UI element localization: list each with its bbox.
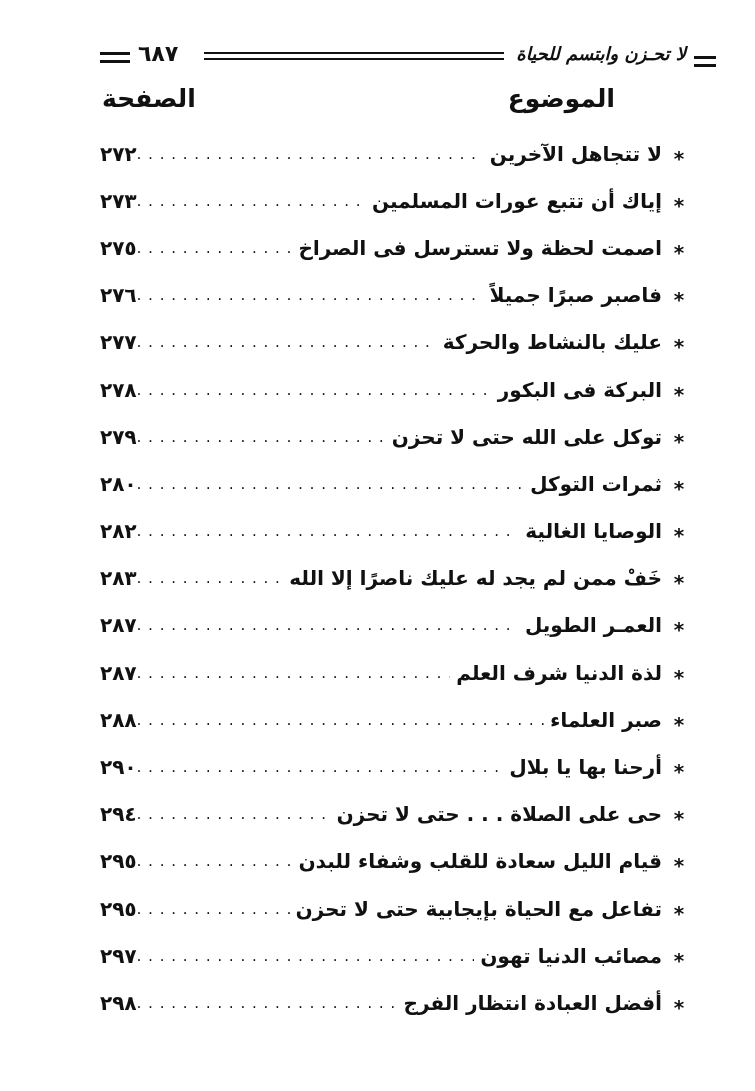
toc-entry-page: ٢٨٢: [100, 519, 137, 544]
dot-leader: [137, 994, 398, 1014]
book-title: لا تحـزن وابتسم للحياة: [516, 44, 686, 65]
toc-entry-page: ٢٨٧: [100, 613, 137, 638]
dot-leader: [137, 805, 331, 825]
bullet-asterisk: *: [673, 335, 685, 360]
toc-entry-title: العمـر الطويل: [524, 613, 662, 638]
bullet-asterisk: *: [673, 429, 685, 454]
dot-leader: [137, 711, 545, 731]
header-right-dash: [694, 56, 716, 59]
bullet-asterisk: *: [673, 146, 685, 171]
toc-entry-page: ٢٧٥: [100, 235, 137, 260]
toc-entry-title: خَفْ ممن لم يجد له عليك ناصرًا إلا الله: [289, 566, 662, 591]
dot-leader: [137, 286, 484, 306]
header-right-dash: [694, 64, 716, 67]
toc-entry-page: ٢٩٥: [100, 896, 137, 921]
toc-entry-title: صبر العلماء: [550, 707, 662, 732]
toc-entry: [100, 224, 690, 271]
dot-leader: [137, 758, 504, 778]
bullet-asterisk: *: [673, 760, 685, 785]
dot-leader: [137, 475, 525, 495]
dot-leader: [137, 852, 293, 872]
toc-entry-title: اصمت لحظة ولا تسترسل فى الصراخ: [298, 235, 662, 260]
toc-entry-page: ٢٧٩: [100, 424, 137, 449]
bullet-asterisk: *: [673, 901, 685, 926]
table-of-contents: [100, 130, 690, 1027]
toc-entry-title: تفاعل مع الحياة بإيجابية حتى لا تحزن: [295, 896, 662, 921]
toc-entry-title: ثمرات التوكل: [530, 471, 662, 496]
bullet-asterisk: *: [673, 618, 685, 643]
toc-entry-title: مصائب الدنيا تهون: [480, 943, 662, 968]
toc-entry: [100, 696, 690, 743]
toc-entry: [100, 508, 690, 555]
toc-entry-title: توكل على الله حتى لا تحزن: [391, 424, 662, 449]
toc-entry: [100, 130, 690, 177]
toc-entry-page: ٢٩٨: [100, 990, 137, 1015]
toc-entry-page: ٢٩٤: [100, 802, 137, 827]
toc-entry: [100, 885, 690, 932]
toc-entry: [100, 743, 690, 790]
dot-leader: [137, 522, 520, 542]
bullet-asterisk: *: [673, 240, 685, 265]
dot-leader: [137, 900, 290, 920]
toc-entry-title: الوصايا الغالية: [525, 519, 662, 544]
toc-entry: [100, 460, 690, 507]
dot-leader: [137, 145, 484, 165]
bullet-asterisk: *: [673, 807, 685, 832]
toc-entry-title: أفضل العبادة انتظار الفرج: [403, 990, 662, 1015]
bullet-asterisk: *: [673, 854, 685, 879]
toc-entry-title: لا تتجاهل الآخرين: [489, 141, 662, 166]
toc-entry-page: ٢٧٧: [100, 330, 137, 355]
bullet-asterisk: *: [673, 476, 685, 501]
bullet-asterisk: *: [673, 571, 685, 596]
toc-entry-title: قيام الليل سعادة للقلب وشفاء للبدن: [298, 849, 662, 874]
toc-entry-page: ٢٨٧: [100, 660, 137, 685]
toc-entry-page: ٢٨٣: [100, 566, 137, 591]
toc-entry: [100, 602, 690, 649]
toc-entry-page: ٢٧٣: [100, 188, 137, 213]
toc-entry-page: ٢٧٨: [100, 377, 137, 402]
toc-entry-title: أرحنا بها يا بلال: [509, 755, 662, 780]
toc-entry-title: عليك بالنشاط والحركة: [442, 330, 662, 355]
toc-entry: [100, 791, 690, 838]
toc-entry-page: ٢٩٥: [100, 849, 137, 874]
header-left-dash: [100, 52, 130, 55]
toc-entry: [100, 413, 690, 460]
bullet-asterisk: *: [673, 712, 685, 737]
toc-entry-page: ٢٩٠: [100, 755, 137, 780]
toc-entry-title: حى على الصلاة . . . حتى لا تحزن: [336, 802, 662, 827]
dot-leader: [137, 664, 451, 684]
toc-entry: [100, 177, 690, 224]
bullet-asterisk: *: [673, 948, 685, 973]
bullet-asterisk: *: [673, 524, 685, 549]
toc-entry: [100, 649, 690, 696]
toc-entry-title: إياك أن تتبع عورات المسلمين: [371, 188, 662, 213]
toc-entry: [100, 366, 690, 413]
dot-leader: [137, 569, 284, 589]
bullet-asterisk: *: [673, 995, 685, 1020]
dot-leader: [137, 333, 437, 353]
dot-leader: [137, 239, 293, 259]
toc-entry: [100, 555, 690, 602]
toc-entry: [100, 932, 690, 979]
toc-entry-title: لذة الدنيا شرف العلم: [456, 660, 662, 685]
bullet-asterisk: *: [673, 288, 685, 313]
page-number: ٦٨٧: [138, 42, 179, 67]
toc-entry-title: فاصبر صبرًا جميلاً: [489, 283, 662, 308]
toc-entry-page: ٢٨٨: [100, 707, 137, 732]
dot-leader: [137, 381, 492, 401]
bullet-asterisk: *: [673, 382, 685, 407]
bullet-asterisk: *: [673, 665, 685, 690]
toc-entry: [100, 979, 690, 1026]
running-header: [92, 40, 716, 80]
toc-entry: [100, 272, 690, 319]
topic-column-heading: الموضوع: [507, 84, 615, 113]
dot-leader: [137, 192, 366, 212]
toc-entry-page: ٢٧٦: [100, 283, 137, 308]
toc-entry: [100, 319, 690, 366]
dot-leader: [137, 947, 475, 967]
toc-entry-page: ٢٩٧: [100, 943, 137, 968]
toc-entry-title: البركة فى البكور: [497, 377, 662, 402]
header-rule: [204, 52, 504, 54]
toc-entry-page: ٢٧٢: [100, 141, 137, 166]
bullet-asterisk: *: [673, 193, 685, 218]
toc-entry-page: ٢٨٠: [100, 471, 137, 496]
header-rule: [204, 58, 504, 60]
page-column-heading: الصفحة: [102, 84, 196, 113]
toc-entry: [100, 838, 690, 885]
dot-leader: [137, 428, 386, 448]
dot-leader: [137, 616, 519, 636]
header-left-dash: [100, 60, 130, 63]
